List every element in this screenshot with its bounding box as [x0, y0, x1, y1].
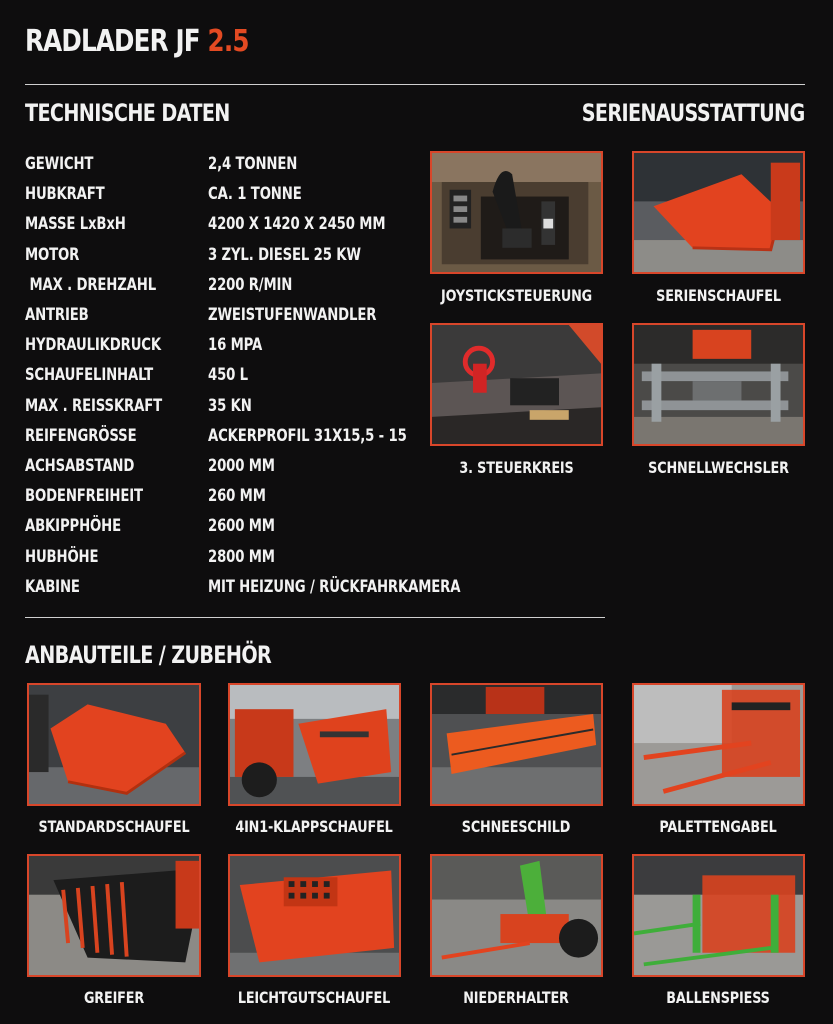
attachment-caption: SCHNEESCHILD — [461, 817, 571, 836]
spec-label: MAX . REISSKRAFT — [25, 395, 163, 416]
spec-value: 16 MPA — [208, 335, 263, 356]
attachment-caption: BALLENSPIESS — [666, 988, 770, 1007]
spec-row — [25, 391, 465, 421]
quick-coupler-photo — [632, 323, 805, 446]
spec-row — [25, 300, 465, 330]
anbau-section-title: ANBAUTEILE / ZUBEHÖR — [25, 641, 272, 669]
attachment-photo-schneeschild — [430, 683, 603, 806]
serie-caption: SERIENSCHAUFEL — [656, 286, 781, 305]
third-circuit-photo — [430, 323, 603, 446]
spec-row — [25, 541, 465, 571]
spec-value: 2800 MM — [208, 546, 275, 567]
attachment-photo-standardschaufel — [27, 683, 201, 806]
spec-label: MASSE LxBxH — [25, 214, 126, 235]
attachment-caption: PALETTENGABEL — [659, 817, 777, 836]
spec-label: HUBHÖHE — [25, 546, 99, 567]
spec-value: 2600 MM — [208, 516, 275, 537]
spec-value: 260 MM — [208, 486, 266, 507]
spec-label: ABKIPPHÖHE — [25, 516, 121, 537]
spec-row — [25, 330, 465, 360]
attachment-photo-palettengabel — [632, 683, 805, 806]
spec-label: MOTOR — [25, 244, 80, 265]
spec-label: ACHSABSTAND — [25, 455, 135, 476]
spec-row — [25, 451, 465, 481]
attachment-caption: STANDARDSCHAUFEL — [38, 817, 190, 836]
title-main: RADLADER JF — [25, 24, 200, 59]
spec-label: KABINE — [25, 576, 80, 597]
spec-label: MAX . DREHZAHL — [25, 274, 157, 295]
spec-value: MIT HEIZUNG / RÜCKFAHRKAMERA — [208, 576, 461, 597]
page-title — [25, 24, 249, 59]
spec-value: 450 L — [208, 365, 248, 386]
attachment-photo-niederhalter — [430, 854, 603, 977]
spec-row — [25, 149, 465, 179]
serie-caption: 3. STEUERKREIS — [459, 458, 574, 477]
spec-row — [25, 209, 465, 239]
title-accent: 2.5 — [207, 24, 249, 59]
spec-row — [25, 270, 465, 300]
spec-value: 35 KN — [208, 395, 252, 416]
standard-bucket-photo — [632, 151, 805, 274]
spec-table — [25, 149, 465, 602]
spec-label: GEWICHT — [25, 154, 94, 175]
serie-caption: SCHNELLWECHSLER — [648, 458, 789, 477]
top-divider — [25, 84, 805, 85]
attachment-photo-greifer — [27, 854, 201, 977]
spec-row — [25, 240, 465, 270]
spec-row — [25, 179, 465, 209]
attachment-caption: NIEDERHALTER — [463, 988, 569, 1007]
attachment-photo-leichtgutschaufel — [228, 854, 401, 977]
spec-label: HUBKRAFT — [25, 184, 105, 205]
spec-value: 3 ZYL. DIESEL 25 KW — [208, 244, 361, 265]
spec-value: 2,4 TONNEN — [208, 154, 298, 175]
attachment-caption: GREIFER — [83, 988, 145, 1007]
joystick-photo — [430, 151, 603, 274]
spec-label: HYDRAULIKDRUCK — [25, 335, 162, 356]
serie-section-title: SERIENAUSSTATTUNG — [582, 99, 805, 127]
spec-row — [25, 360, 465, 390]
spec-label: REIFENGRÖSSE — [25, 425, 137, 446]
attachment-caption: 4IN1-KLAPPSCHAUFEL — [235, 817, 393, 836]
spec-label: SCHAUFELINHALT — [25, 365, 154, 386]
spec-value: ZWEISTUFENWANDLER — [208, 305, 377, 326]
spec-value: CA. 1 TONNE — [208, 184, 302, 205]
spec-row — [25, 481, 465, 511]
tech-section-title: TECHNISCHE DATEN — [25, 99, 230, 127]
spec-value: 4200 X 1420 X 2450 MM — [208, 214, 386, 235]
serie-caption: JOYSTICKSTEUERUNG — [440, 286, 593, 305]
spec-row — [25, 572, 465, 602]
spec-value: 2200 R/MIN — [208, 274, 293, 295]
attachment-photo-4in1 — [228, 683, 401, 806]
spec-row — [25, 421, 465, 451]
attachment-caption: LEICHTGUTSCHAUFEL — [237, 988, 391, 1007]
spec-label: ANTRIEB — [25, 305, 89, 326]
attachment-photo-ballenspiess — [632, 854, 805, 977]
spec-value: ACKERPROFIL 31X15,5 - 15 — [208, 425, 407, 446]
mid-divider — [25, 617, 605, 618]
spec-row — [25, 511, 465, 541]
spec-label: BODENFREIHEIT — [25, 486, 143, 507]
spec-value: 2000 MM — [208, 455, 275, 476]
